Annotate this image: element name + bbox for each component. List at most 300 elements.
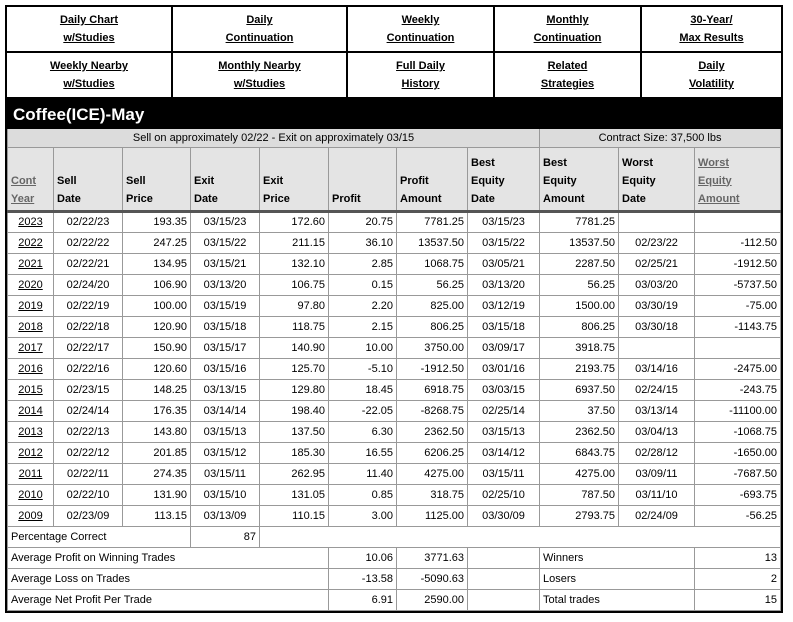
avg-net-profit: 6.91 <box>329 589 397 610</box>
sell-price-cell: 120.90 <box>123 316 191 337</box>
nav-row-1 <box>7 7 781 53</box>
link-line: Monthly <box>546 14 589 26</box>
exit-price-cell: 185.30 <box>260 442 329 463</box>
link-line: Daily <box>246 14 273 26</box>
header-line: Price <box>126 192 153 205</box>
best-equity-date-cell: 03/15/11 <box>468 463 540 484</box>
sell-date-cell: 02/22/11 <box>54 463 123 484</box>
profit-amount-cell: 806.25 <box>397 316 468 337</box>
profit-amount-cell: 1068.75 <box>397 253 468 274</box>
best-equity-date-cell: 03/15/13 <box>468 421 540 442</box>
summary-row-net <box>8 589 781 610</box>
worst-equity-amount-cell: -75.00 <box>695 295 781 316</box>
worst-equity-amount-cell: -693.75 <box>695 484 781 505</box>
header-line: Date <box>194 192 218 205</box>
nav-cell <box>642 7 781 51</box>
sell-date-cell: 02/22/22 <box>54 232 123 253</box>
contract-size: Contract Size: 37,500 lbs <box>540 129 781 147</box>
best-equity-amount-cell: 13537.50 <box>540 232 619 253</box>
best-equity-amount-cell: 2793.75 <box>540 505 619 526</box>
profit-cell: 16.55 <box>329 442 397 463</box>
table-row <box>8 442 781 463</box>
year-link-cell <box>8 379 54 400</box>
table-header <box>8 147 781 211</box>
nav-cell <box>7 53 173 97</box>
header-line: Sell <box>126 174 146 187</box>
nav-cell <box>495 53 642 97</box>
sell-date-cell: 02/22/12 <box>54 442 123 463</box>
exit-price-cell: 172.60 <box>260 211 329 232</box>
year-link-cell <box>8 337 54 358</box>
exit-date-cell: 03/15/21 <box>191 253 260 274</box>
col-cont-year[interactable] <box>8 147 54 211</box>
link-line: w/Studies <box>233 78 286 90</box>
exit-date-cell: 03/15/22 <box>191 232 260 253</box>
best-equity-date-cell: 03/12/19 <box>468 295 540 316</box>
worst-equity-date-cell: 03/14/16 <box>619 358 695 379</box>
page-frame <box>5 5 783 613</box>
profit-amount-cell: 6918.75 <box>397 379 468 400</box>
worst-equity-date-cell: 02/23/22 <box>619 232 695 253</box>
daily-volatility-link[interactable] <box>689 57 734 93</box>
year-link-cell <box>8 484 54 505</box>
profit-amount-cell: 4275.00 <box>397 463 468 484</box>
best-equity-date-cell: 03/01/16 <box>468 358 540 379</box>
exit-price-cell: 125.70 <box>260 358 329 379</box>
best-equity-date-cell: 03/15/22 <box>468 232 540 253</box>
link-line: w/Studies <box>63 32 115 44</box>
weekly-continuation-link[interactable] <box>387 11 455 47</box>
sell-price-cell: 193.35 <box>123 211 191 232</box>
link-line: Max Results <box>679 32 744 44</box>
link-line: Continuation <box>386 32 455 44</box>
col-profit-amount <box>397 147 468 211</box>
header-line: Amount <box>400 192 442 205</box>
exit-price-cell: 129.80 <box>260 379 329 400</box>
best-equity-amount-cell: 6843.75 <box>540 442 619 463</box>
best-equity-date-cell: 02/25/14 <box>468 400 540 421</box>
best-equity-amount-cell: 2287.50 <box>540 253 619 274</box>
table-row <box>8 316 781 337</box>
table-row <box>8 295 781 316</box>
exit-date-cell: 03/13/15 <box>191 379 260 400</box>
best-equity-date-cell: 03/30/09 <box>468 505 540 526</box>
sell-date-cell: 02/22/10 <box>54 484 123 505</box>
sell-date-cell: 02/22/21 <box>54 253 123 274</box>
table-row <box>8 379 781 400</box>
year-link-cell <box>8 505 54 526</box>
sell-price-cell: 100.00 <box>123 295 191 316</box>
header-line: Best <box>471 156 495 169</box>
losers-label: Losers <box>540 568 695 589</box>
nav-cell <box>7 7 173 51</box>
header-line: Year <box>11 192 35 205</box>
year-link[interactable]: 2021 <box>18 257 43 270</box>
year-link-cell <box>8 316 54 337</box>
strategy-text: Sell on approximately 02/22 - Exit on approximately 03/15 <box>8 129 540 147</box>
exit-date-cell: 03/15/16 <box>191 358 260 379</box>
profit-amount-cell: 825.00 <box>397 295 468 316</box>
year-link-cell <box>8 463 54 484</box>
winners-value: 13 <box>695 547 781 568</box>
table-row <box>8 358 781 379</box>
profit-amount-cell: 3750.00 <box>397 337 468 358</box>
nav-cell <box>173 53 348 97</box>
profit-cell: 20.75 <box>329 211 397 232</box>
best-equity-date-cell: 03/05/21 <box>468 253 540 274</box>
best-equity-date-cell: 02/25/10 <box>468 484 540 505</box>
worst-equity-date-cell: 03/30/19 <box>619 295 695 316</box>
sell-date-cell: 02/22/19 <box>54 295 123 316</box>
year-link[interactable]: 2020 <box>18 278 43 291</box>
profit-amount-cell: 7781.25 <box>397 211 468 232</box>
worst-equity-date-cell: 02/24/15 <box>619 379 695 400</box>
header-line: Price <box>263 192 290 205</box>
avg-loss-profit: -13.58 <box>329 568 397 589</box>
worst-equity-date-cell <box>619 211 695 232</box>
avg-win-amount: 3771.63 <box>397 547 468 568</box>
link-line: Weekly Nearby <box>49 60 129 72</box>
cont-year-sort-link[interactable] <box>11 175 36 205</box>
profit-cell: 2.20 <box>329 295 397 316</box>
year-link-cell <box>8 358 54 379</box>
header-line: Amount <box>698 192 740 205</box>
exit-price-cell: 140.90 <box>260 337 329 358</box>
exit-date-cell: 03/15/13 <box>191 421 260 442</box>
link-line: Full Daily <box>396 60 445 72</box>
header-line: Equity <box>698 174 732 187</box>
profit-cell: -22.05 <box>329 400 397 421</box>
exit-date-cell: 03/13/09 <box>191 505 260 526</box>
worst-equity-date-cell: 02/25/21 <box>619 253 695 274</box>
sell-price-cell: 150.90 <box>123 337 191 358</box>
link-line: Continuation <box>225 32 294 44</box>
page-title: Coffee(ICE)-May <box>7 99 781 129</box>
year-link[interactable]: 2018 <box>18 320 43 333</box>
exit-price-cell: 118.75 <box>260 316 329 337</box>
profit-cell: 36.10 <box>329 232 397 253</box>
sell-price-cell: 247.25 <box>123 232 191 253</box>
year-link-cell <box>8 295 54 316</box>
related-strategies-link[interactable] <box>541 57 594 93</box>
best-equity-amount-cell: 2362.50 <box>540 421 619 442</box>
worst-equity-amount-cell <box>695 337 781 358</box>
sell-date-cell: 02/23/15 <box>54 379 123 400</box>
profit-cell: 0.85 <box>329 484 397 505</box>
nav-cell <box>348 7 495 51</box>
worst-equity-amount-cell: -56.25 <box>695 505 781 526</box>
best-equity-amount-cell: 4275.00 <box>540 463 619 484</box>
sell-price-cell: 148.25 <box>123 379 191 400</box>
header-line: Date <box>471 192 495 205</box>
worst-equity-amount-cell: -11100.00 <box>695 400 781 421</box>
best-equity-amount-cell: 806.25 <box>540 316 619 337</box>
best-equity-date-cell: 03/15/18 <box>468 316 540 337</box>
col-sell-date <box>54 147 123 211</box>
total-trades-label: Total trades <box>540 589 695 610</box>
table-row <box>8 337 781 358</box>
table-row <box>8 274 781 295</box>
worst-equity-amount-sort-link[interactable] <box>698 157 740 205</box>
nav-cell <box>348 53 495 97</box>
exit-date-cell: 03/15/23 <box>191 211 260 232</box>
sell-date-cell: 02/22/18 <box>54 316 123 337</box>
profit-amount-cell: 2362.50 <box>397 421 468 442</box>
monthly-nearby-studies-link[interactable] <box>218 57 301 93</box>
profit-cell: 2.15 <box>329 316 397 337</box>
nav-cell <box>642 53 781 97</box>
profit-cell: 10.00 <box>329 337 397 358</box>
table-row <box>8 253 781 274</box>
trades-table <box>7 129 781 611</box>
sell-price-cell: 113.15 <box>123 505 191 526</box>
exit-date-cell: 03/14/14 <box>191 400 260 421</box>
profit-cell: 11.40 <box>329 463 397 484</box>
col-sell-price <box>123 147 191 211</box>
profit-amount-cell: 1125.00 <box>397 505 468 526</box>
link-line: Weekly <box>401 14 440 26</box>
link-line: Strategies <box>540 78 595 90</box>
header-line: Best <box>543 156 567 169</box>
sell-price-cell: 201.85 <box>123 442 191 463</box>
table-row <box>8 505 781 526</box>
header-line: Equity <box>543 174 577 187</box>
sell-price-cell: 120.60 <box>123 358 191 379</box>
profit-amount-cell: 318.75 <box>397 484 468 505</box>
link-line: Volatility <box>688 78 735 90</box>
worst-equity-date-cell: 03/30/18 <box>619 316 695 337</box>
sell-date-cell: 02/22/16 <box>54 358 123 379</box>
weekly-nearby-studies-link[interactable] <box>50 57 128 93</box>
header-line: Date <box>57 192 81 205</box>
daily-chart-studies-link[interactable] <box>60 11 118 47</box>
year-link[interactable]: 2014 <box>18 404 43 417</box>
sell-date-cell: 02/22/17 <box>54 337 123 358</box>
sell-price-cell: 106.90 <box>123 274 191 295</box>
pct-correct-value: 87 <box>191 526 260 547</box>
worst-equity-amount-cell: -1068.75 <box>695 421 781 442</box>
avg-loss-amount: -5090.63 <box>397 568 468 589</box>
worst-equity-date-cell <box>619 337 695 358</box>
worst-equity-amount-cell: -2475.00 <box>695 358 781 379</box>
losers-value: 2 <box>695 568 781 589</box>
exit-date-cell: 03/15/19 <box>191 295 260 316</box>
avg-win-label: Average Profit on Winning Trades <box>8 547 329 568</box>
table-row <box>8 421 781 442</box>
worst-equity-amount-cell: -1912.50 <box>695 253 781 274</box>
nav-cell <box>173 7 348 51</box>
winners-label: Winners <box>540 547 695 568</box>
sell-date-cell: 02/22/13 <box>54 421 123 442</box>
sell-price-cell: 176.35 <box>123 400 191 421</box>
profit-cell: -5.10 <box>329 358 397 379</box>
profit-cell: 18.45 <box>329 379 397 400</box>
table-row <box>8 232 781 253</box>
profit-amount-cell: 6206.25 <box>397 442 468 463</box>
exit-price-cell: 97.80 <box>260 295 329 316</box>
daily-continuation-link[interactable] <box>226 11 294 47</box>
header-line: Worst <box>698 156 729 169</box>
strategy-bar <box>8 129 781 147</box>
exit-date-cell: 03/15/18 <box>191 316 260 337</box>
summary-row-pct <box>8 526 781 547</box>
col-best-equity-date <box>468 147 540 211</box>
best-equity-amount-cell: 6937.50 <box>540 379 619 400</box>
col-worst-equity-date <box>619 147 695 211</box>
year-link[interactable]: 2017 <box>18 341 43 354</box>
sell-price-cell: 274.35 <box>123 463 191 484</box>
header-line: Exit <box>194 174 215 187</box>
col-exit-price <box>260 147 329 211</box>
nav-row-2 <box>7 53 781 99</box>
year-link[interactable]: 2015 <box>18 383 43 396</box>
year-link[interactable]: 2010 <box>18 488 43 501</box>
link-line: History <box>401 78 440 90</box>
exit-price-cell: 131.05 <box>260 484 329 505</box>
best-equity-date-cell: 03/14/12 <box>468 442 540 463</box>
year-link[interactable]: 2013 <box>18 425 43 438</box>
exit-price-cell: 211.15 <box>260 232 329 253</box>
worst-equity-amount-cell <box>695 211 781 232</box>
profit-cell: 2.85 <box>329 253 397 274</box>
exit-price-cell: 110.15 <box>260 505 329 526</box>
exit-date-cell: 03/15/12 <box>191 442 260 463</box>
exit-date-cell: 03/15/11 <box>191 463 260 484</box>
worst-equity-date-cell: 03/03/20 <box>619 274 695 295</box>
link-line: 30-Year/ <box>690 14 733 26</box>
year-link[interactable]: 2022 <box>18 236 43 249</box>
header-line: Sell <box>57 174 77 187</box>
best-equity-amount-cell: 787.50 <box>540 484 619 505</box>
best-equity-amount-cell: 1500.00 <box>540 295 619 316</box>
best-equity-amount-cell: 37.50 <box>540 400 619 421</box>
table-body <box>8 211 781 526</box>
col-worst-equity-amount[interactable] <box>695 147 781 211</box>
sell-price-cell: 143.80 <box>123 421 191 442</box>
worst-equity-date-cell: 02/24/09 <box>619 505 695 526</box>
worst-equity-amount-cell: -1650.00 <box>695 442 781 463</box>
best-equity-amount-cell: 3918.75 <box>540 337 619 358</box>
profit-amount-cell: 13537.50 <box>397 232 468 253</box>
summary-row-win <box>8 547 781 568</box>
year-link[interactable]: 2016 <box>18 362 43 375</box>
summary-blank <box>468 589 540 610</box>
profit-cell: 0.15 <box>329 274 397 295</box>
year-link-cell <box>8 400 54 421</box>
summary-blank <box>260 526 781 547</box>
year-link[interactable]: 2009 <box>18 509 43 522</box>
exit-date-cell: 03/15/10 <box>191 484 260 505</box>
thirty-year-max-results-link[interactable] <box>679 11 743 47</box>
year-link[interactable]: 2023 <box>18 216 43 228</box>
year-link[interactable]: 2011 <box>18 467 43 480</box>
year-link-cell <box>8 442 54 463</box>
summary-blank <box>468 568 540 589</box>
worst-equity-date-cell: 03/13/14 <box>619 400 695 421</box>
summary-blank <box>468 547 540 568</box>
monthly-continuation-link[interactable] <box>534 11 602 47</box>
worst-equity-date-cell: 03/04/13 <box>619 421 695 442</box>
year-link-cell <box>8 211 54 232</box>
total-trades-value: 15 <box>695 589 781 610</box>
link-line: Daily <box>698 60 725 72</box>
year-link[interactable]: 2012 <box>18 446 43 459</box>
best-equity-date-cell: 03/03/15 <box>468 379 540 400</box>
worst-equity-date-cell: 03/11/10 <box>619 484 695 505</box>
worst-equity-date-cell: 02/28/12 <box>619 442 695 463</box>
exit-price-cell: 137.50 <box>260 421 329 442</box>
table-row <box>8 463 781 484</box>
sell-date-cell: 02/24/20 <box>54 274 123 295</box>
profit-cell: 6.30 <box>329 421 397 442</box>
pct-correct-label: Percentage Correct <box>8 526 191 547</box>
col-best-equity-amount <box>540 147 619 211</box>
best-equity-amount-cell: 7781.25 <box>540 211 619 232</box>
avg-loss-label: Average Loss on Trades <box>8 568 329 589</box>
exit-date-cell: 03/15/17 <box>191 337 260 358</box>
link-line: Continuation <box>533 32 602 44</box>
year-link-cell <box>8 253 54 274</box>
avg-win-profit: 10.06 <box>329 547 397 568</box>
link-line: w/Studies <box>63 78 115 90</box>
sell-date-cell: 02/22/23 <box>54 211 123 232</box>
worst-equity-date-cell: 03/09/11 <box>619 463 695 484</box>
col-exit-date <box>191 147 260 211</box>
year-link-cell <box>8 421 54 442</box>
sell-date-cell: 02/23/09 <box>54 505 123 526</box>
worst-equity-amount-cell: -5737.50 <box>695 274 781 295</box>
profit-amount-cell: 56.25 <box>397 274 468 295</box>
year-link[interactable]: 2019 <box>18 299 43 312</box>
profit-amount-cell: -1912.50 <box>397 358 468 379</box>
profit-cell: 3.00 <box>329 505 397 526</box>
header-line: Equity <box>622 174 656 187</box>
summary-row-loss <box>8 568 781 589</box>
worst-equity-amount-cell: -243.75 <box>695 379 781 400</box>
best-equity-date-cell: 03/13/20 <box>468 274 540 295</box>
worst-equity-amount-cell: -112.50 <box>695 232 781 253</box>
full-daily-history-link[interactable] <box>396 57 445 93</box>
best-equity-date-cell: 03/09/17 <box>468 337 540 358</box>
header-line: Exit <box>263 174 284 187</box>
best-equity-date-cell: 03/15/23 <box>468 211 540 232</box>
col-profit <box>329 147 397 211</box>
exit-date-cell: 03/13/20 <box>191 274 260 295</box>
year-link-cell <box>8 274 54 295</box>
table-row <box>8 400 781 421</box>
avg-net-amount: 2590.00 <box>397 589 468 610</box>
exit-price-cell: 262.95 <box>260 463 329 484</box>
link-line: Related <box>547 60 588 72</box>
header-line: Profit <box>400 174 429 187</box>
header-line: Profit <box>332 192 361 205</box>
table-row <box>8 484 781 505</box>
exit-price-cell: 198.40 <box>260 400 329 421</box>
header-line: Date <box>622 192 646 205</box>
profit-amount-cell: -8268.75 <box>397 400 468 421</box>
link-line: Daily Chart <box>59 14 119 26</box>
header-line: Worst <box>622 156 653 169</box>
exit-price-cell: 132.10 <box>260 253 329 274</box>
avg-net-label: Average Net Profit Per Trade <box>8 589 329 610</box>
best-equity-amount-cell: 2193.75 <box>540 358 619 379</box>
worst-equity-amount-cell: -7687.50 <box>695 463 781 484</box>
exit-price-cell: 106.75 <box>260 274 329 295</box>
header-line: Amount <box>543 192 585 205</box>
link-line: Monthly Nearby <box>218 60 301 72</box>
header-line: Equity <box>471 174 505 187</box>
best-equity-amount-cell: 56.25 <box>540 274 619 295</box>
